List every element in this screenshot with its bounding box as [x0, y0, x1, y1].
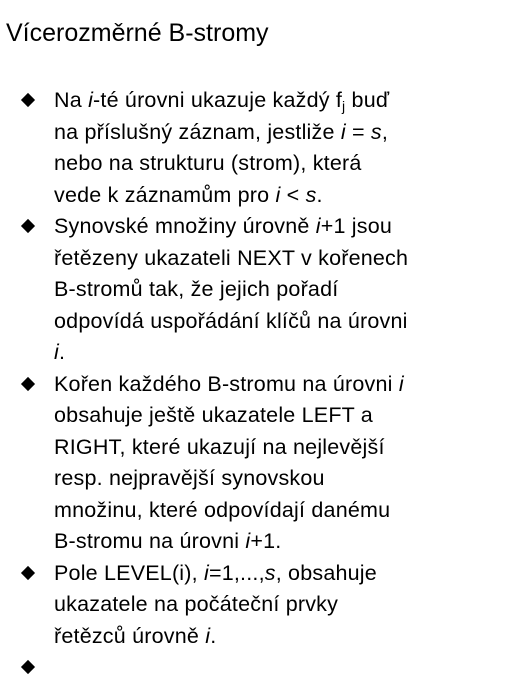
text-segment: resp. nejpravější synovskou — [54, 466, 325, 490]
slide-title: Vícerozměrné B-stromy — [6, 19, 269, 47]
text-segment: buď — [345, 88, 390, 112]
italic-variable: s — [264, 560, 276, 585]
text-segment: B-stromů tak, že jejich pořadí — [54, 277, 339, 301]
text-segment: Synovské množiny úrovně — [54, 214, 316, 238]
subscript-text: j — [342, 98, 346, 114]
text-segment: RIGHT, které ukazují na nejlevější — [54, 434, 385, 459]
text-segment: . — [210, 623, 217, 648]
bullet-text-line — [54, 117, 502, 149]
italic-variable: i — [275, 182, 281, 207]
italic-variable: i — [398, 371, 404, 396]
italic-variable: i — [54, 340, 59, 364]
bullet-list — [0, 85, 506, 684]
text-segment: . — [316, 182, 323, 207]
italic-variable: s — [305, 182, 317, 207]
italic-variable: i — [245, 529, 251, 553]
italic-variable: i — [315, 214, 321, 238]
text-segment: Kořen každého B-stromu na úrovni — [54, 371, 399, 396]
bullet-item — [0, 211, 506, 369]
italic-variable: s — [370, 119, 382, 144]
bullet-text-line — [54, 180, 502, 212]
text-segment: Na — [54, 88, 89, 112]
text-segment: = — [345, 119, 371, 144]
bullet-text-line — [54, 306, 502, 338]
italic-variable: i — [340, 119, 346, 144]
text-segment: nebo na strukturu (strom), která — [54, 151, 362, 175]
text-segment: množinu, které odpovídají danému — [54, 497, 391, 522]
bullet-text-line — [54, 400, 502, 432]
text-segment: < — [280, 182, 306, 207]
bullet-text-line — [54, 495, 502, 527]
bullet-text-line — [54, 526, 502, 558]
bullet-text-line — [54, 652, 502, 684]
text-segment: odpovídá uspořádání klíčů na úrovni — [54, 308, 408, 333]
text-segment: +1 jsou — [320, 214, 393, 238]
text-segment: , — [381, 119, 389, 144]
diamond-bullet-icon — [21, 376, 35, 390]
text-segment: . — [58, 340, 66, 364]
italic-variable: i — [88, 88, 94, 112]
text-segment: obsahuje ještě ukazatele LEFT a — [54, 403, 373, 427]
bullet-text-line — [54, 243, 502, 275]
text-segment: B-stromu na úrovni — [54, 529, 246, 553]
text-segment: +1. — [250, 529, 282, 553]
text-segment: řetězeny ukazateli NEXT v kořenech — [54, 245, 409, 270]
diamond-bullet-icon — [21, 565, 35, 579]
text-segment: na příslušný záznam, jestliže — [54, 119, 341, 144]
text-segment: vede k záznamům pro — [54, 182, 276, 207]
bullet-text-line — [54, 211, 502, 243]
bullet-item — [0, 558, 506, 653]
bullet-text-line — [54, 337, 502, 369]
diamond-bullet-icon — [21, 660, 35, 674]
bullet-item — [0, 85, 506, 211]
bullet-text-line — [54, 274, 502, 306]
text-segment: Pole LEVEL(i), — [54, 560, 204, 585]
bullet-item — [0, 652, 506, 684]
bullet-item — [0, 369, 506, 558]
bullet-text-line — [54, 148, 502, 180]
bullet-text-line — [54, 463, 502, 495]
diamond-bullet-icon — [21, 219, 35, 233]
bullet-text-line — [54, 621, 502, 653]
text-segment: řetězců úrovně — [54, 623, 206, 648]
text-segment: =1,..., — [208, 560, 265, 585]
text-segment: -té úrovni ukazuje každý f — [93, 88, 343, 112]
bullet-text-line — [54, 589, 502, 621]
italic-variable: i — [203, 560, 209, 585]
bullet-text-line — [54, 85, 502, 117]
diamond-bullet-icon — [21, 93, 35, 107]
text-segment: ukazatele na počáteční prvky — [54, 592, 339, 616]
bullet-text-line — [54, 432, 502, 464]
italic-variable: i — [205, 623, 211, 648]
bullet-text-line — [54, 558, 502, 590]
text-segment: , obsahuje — [275, 560, 377, 585]
bullet-text-line — [54, 369, 502, 401]
